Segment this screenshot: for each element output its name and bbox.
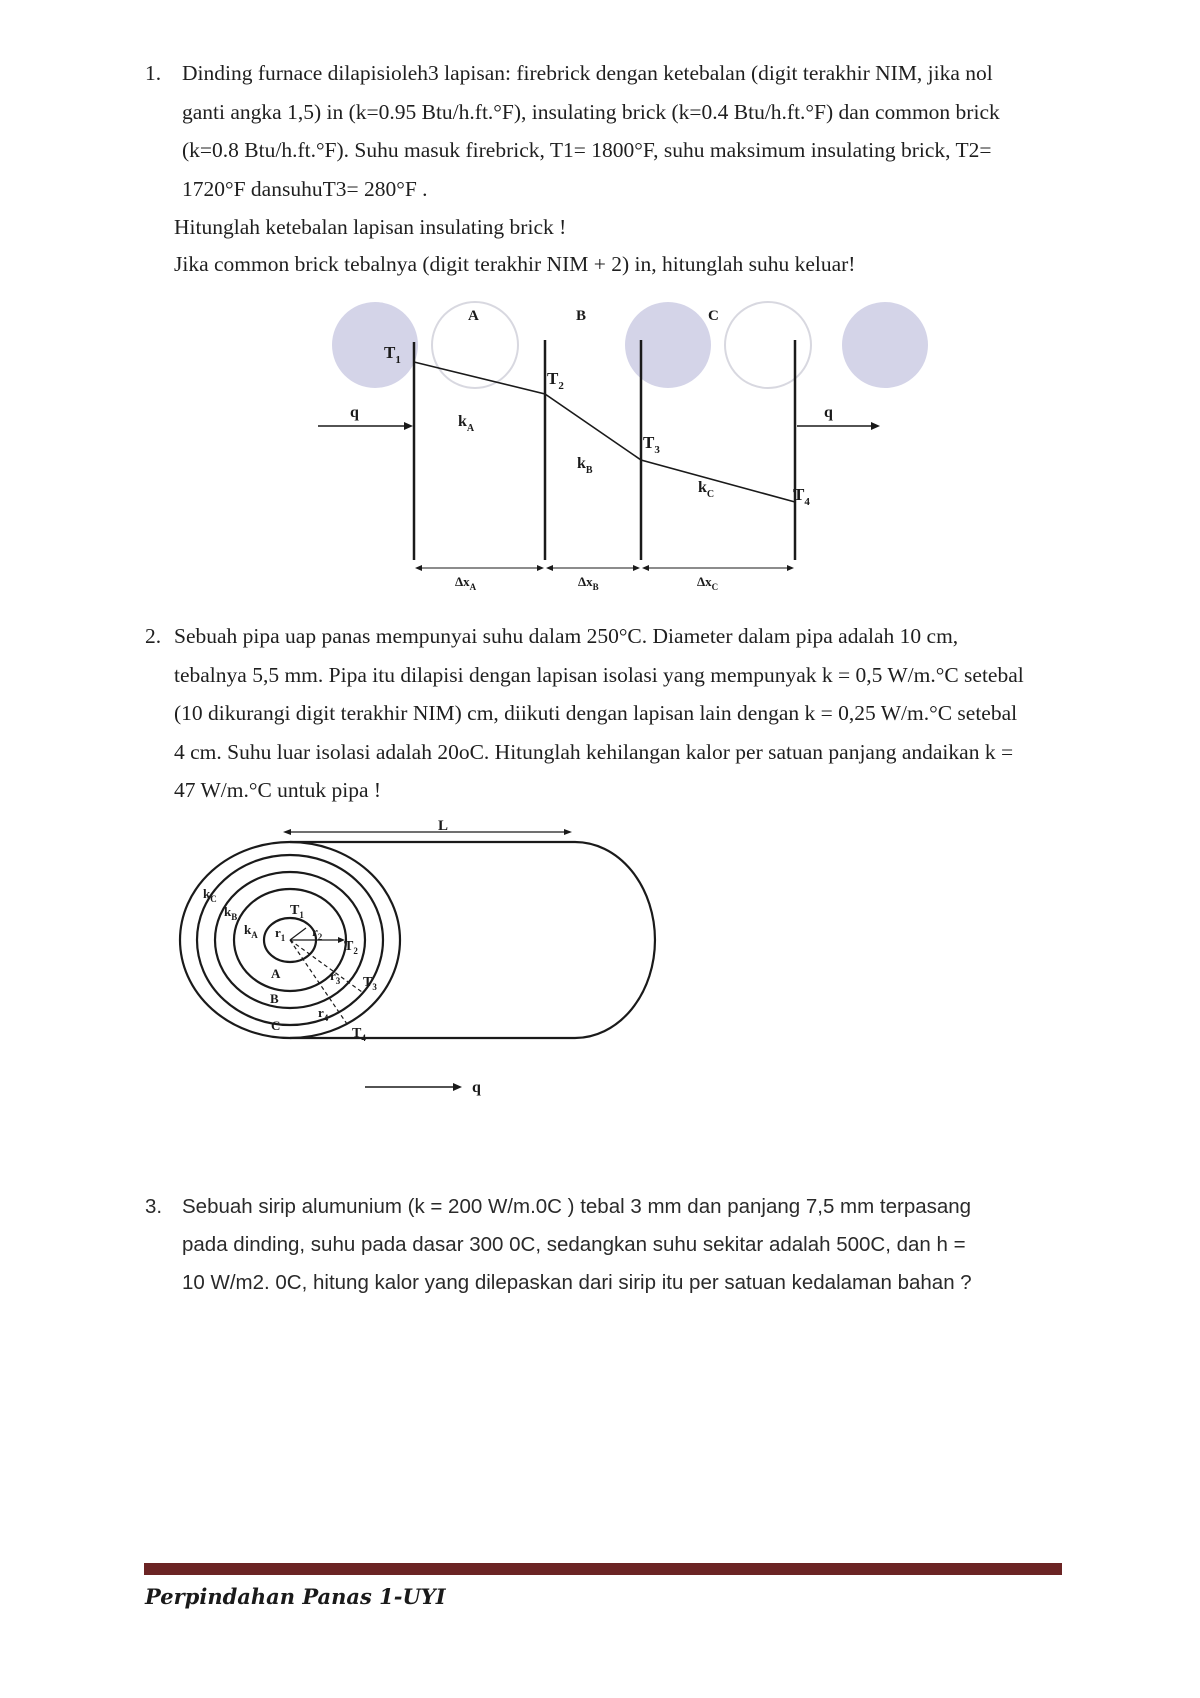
thickness-label-c: $\Delta x_C$ <box>697 574 719 592</box>
conductivity-label-b: $k_B$ <box>577 455 593 476</box>
text-line: 4 cm. Suhu luar isolasi adalah 20oC. Hitunglah kehilangan kalor per satuan panjang andaikan k = <box>174 739 1014 764</box>
layer-label-a: A <box>468 308 479 324</box>
text-line: Dinding furnace dilapisioleh3 lapisan: firebrick dengan ketebalan (digit terakhir NIM, jika nol <box>182 61 993 85</box>
circle-decoration <box>332 302 418 388</box>
conductivity-label-c: $k_C$ <box>698 479 715 500</box>
question-1 <box>145 54 1075 208</box>
length-label: L <box>438 820 449 834</box>
text-line: Sebuah pipa uap panas mempunyai suhu dalam 250°C. Diameter dalam pipa adalah 10 cm, <box>174 624 959 648</box>
arrowhead <box>546 565 553 571</box>
question-3 <box>145 1188 1075 1302</box>
arrowhead <box>404 422 413 430</box>
heat-flow-label: q <box>472 1079 481 1096</box>
circle-decoration <box>625 302 711 388</box>
layer-label-c: C <box>708 308 719 324</box>
layer-label-c: C <box>271 1018 281 1033</box>
arrowhead <box>633 565 640 571</box>
text-line: 1720°F dansuhuT3= 280°F . <box>182 176 428 201</box>
text-line: Sebuah sirip alumunium (k = 200 W/m.0C ) tebal 3 mm dan panjang 7,5 mm terpasang <box>182 1195 972 1218</box>
arrowhead <box>415 565 422 571</box>
arrowhead <box>642 565 649 571</box>
question-text <box>182 1188 1075 1302</box>
temp-label-t3: $T_3$ <box>363 975 377 992</box>
text-line: pada dinding, suhu pada dasar 300 0C, sedangkan suhu sekitar adalah 500C, dan h = <box>182 1233 966 1256</box>
arrowhead <box>787 565 794 571</box>
question-text <box>182 54 1075 208</box>
question-number: 3. <box>145 1195 163 1218</box>
layer-label-b: B <box>270 991 279 1006</box>
text-line: (k=0.8 Btu/h.ft.°F). Suhu masuk firebrick, T1= 1800°F, suhu maksimum insulating brick, T2= <box>182 138 992 162</box>
heat-flow-label-in: q <box>350 404 359 421</box>
question-number: 1. <box>145 61 162 85</box>
arrowhead <box>537 565 544 571</box>
thickness-label-b: $\Delta x_B$ <box>578 574 599 592</box>
temp-label-t1: $T_1$ <box>384 343 401 366</box>
layer-label-b: B <box>576 308 587 324</box>
temp-label-t2: $T_2$ <box>344 939 358 956</box>
composite-wall-diagram <box>0 290 1200 610</box>
circle-decoration <box>842 302 928 388</box>
conductivity-label-a: $k_A$ <box>244 922 258 940</box>
decorative-circles <box>332 302 928 388</box>
footer-text: Perpindahan Panas 1-UYI <box>145 1584 446 1609</box>
radius-label-r4: $r_4$ <box>318 1005 329 1023</box>
temp-label-t4: $T_4$ <box>793 485 810 508</box>
temp-label-t2: $T_2$ <box>547 369 564 392</box>
radius-r1 <box>290 928 306 940</box>
cylinder-layers-diagram <box>0 820 1200 1120</box>
temp-label-t3: $T_3$ <box>643 433 660 456</box>
conductivity-label-c: $k_C$ <box>203 886 217 904</box>
temp-label-t4: $T_4$ <box>352 1026 366 1043</box>
radius-label-r2: $r_2$ <box>312 924 323 942</box>
text-line: 47 W/m.°C untuk pipa ! <box>174 778 382 802</box>
thickness-label-a: $\Delta x_A$ <box>455 574 477 592</box>
temp-label-t1: $T_1$ <box>290 903 304 920</box>
radius-label-r1: $r_1$ <box>275 925 286 943</box>
arrowhead <box>453 1083 462 1091</box>
sub-question-insulating: Hitunglah ketebalan lapisan insulating brick ! <box>174 215 567 239</box>
conductivity-label-a: $k_A$ <box>458 413 475 434</box>
arrowhead <box>564 829 572 835</box>
text-line: ganti angka 1,5) in (k=0.95 Btu/h.ft.°F), insulating brick (k=0.4 Btu/h.ft.°F) dan common brick <box>182 99 1000 124</box>
radius-label-r3: $r_3$ <box>330 968 341 986</box>
conductivity-label-b: $k_B$ <box>224 904 238 922</box>
arrowhead <box>871 422 880 430</box>
heat-flow-label-out: q <box>824 404 833 421</box>
question-number: 2. <box>145 624 162 648</box>
text-line: (10 dikurangi digit terakhir NIM) cm, diikuti dengan lapisan lain dengan k = 0,25 W/m.°C setebal <box>174 701 1018 725</box>
sub-question-exit-temp: Jika common brick tebalnya (digit terakhir NIM + 2) in, hitunglah suhu keluar! <box>174 252 856 276</box>
circle-decoration <box>725 302 811 388</box>
arrowhead <box>283 829 291 835</box>
question-text <box>174 617 1075 810</box>
layer-label-a: A <box>271 966 281 981</box>
question-2 <box>145 617 1075 810</box>
text-line: tebalnya 5,5 mm. Pipa itu dilapisi dengan lapisan isolasi yang mempunyak k = 0,5 W/m.°C setebal <box>174 662 1024 687</box>
footer-divider <box>144 1563 1062 1575</box>
text-line: 10 W/m2. 0C, hitung kalor yang dilepaskan dari sirip itu per satuan kedalaman bahan ? <box>182 1271 972 1294</box>
